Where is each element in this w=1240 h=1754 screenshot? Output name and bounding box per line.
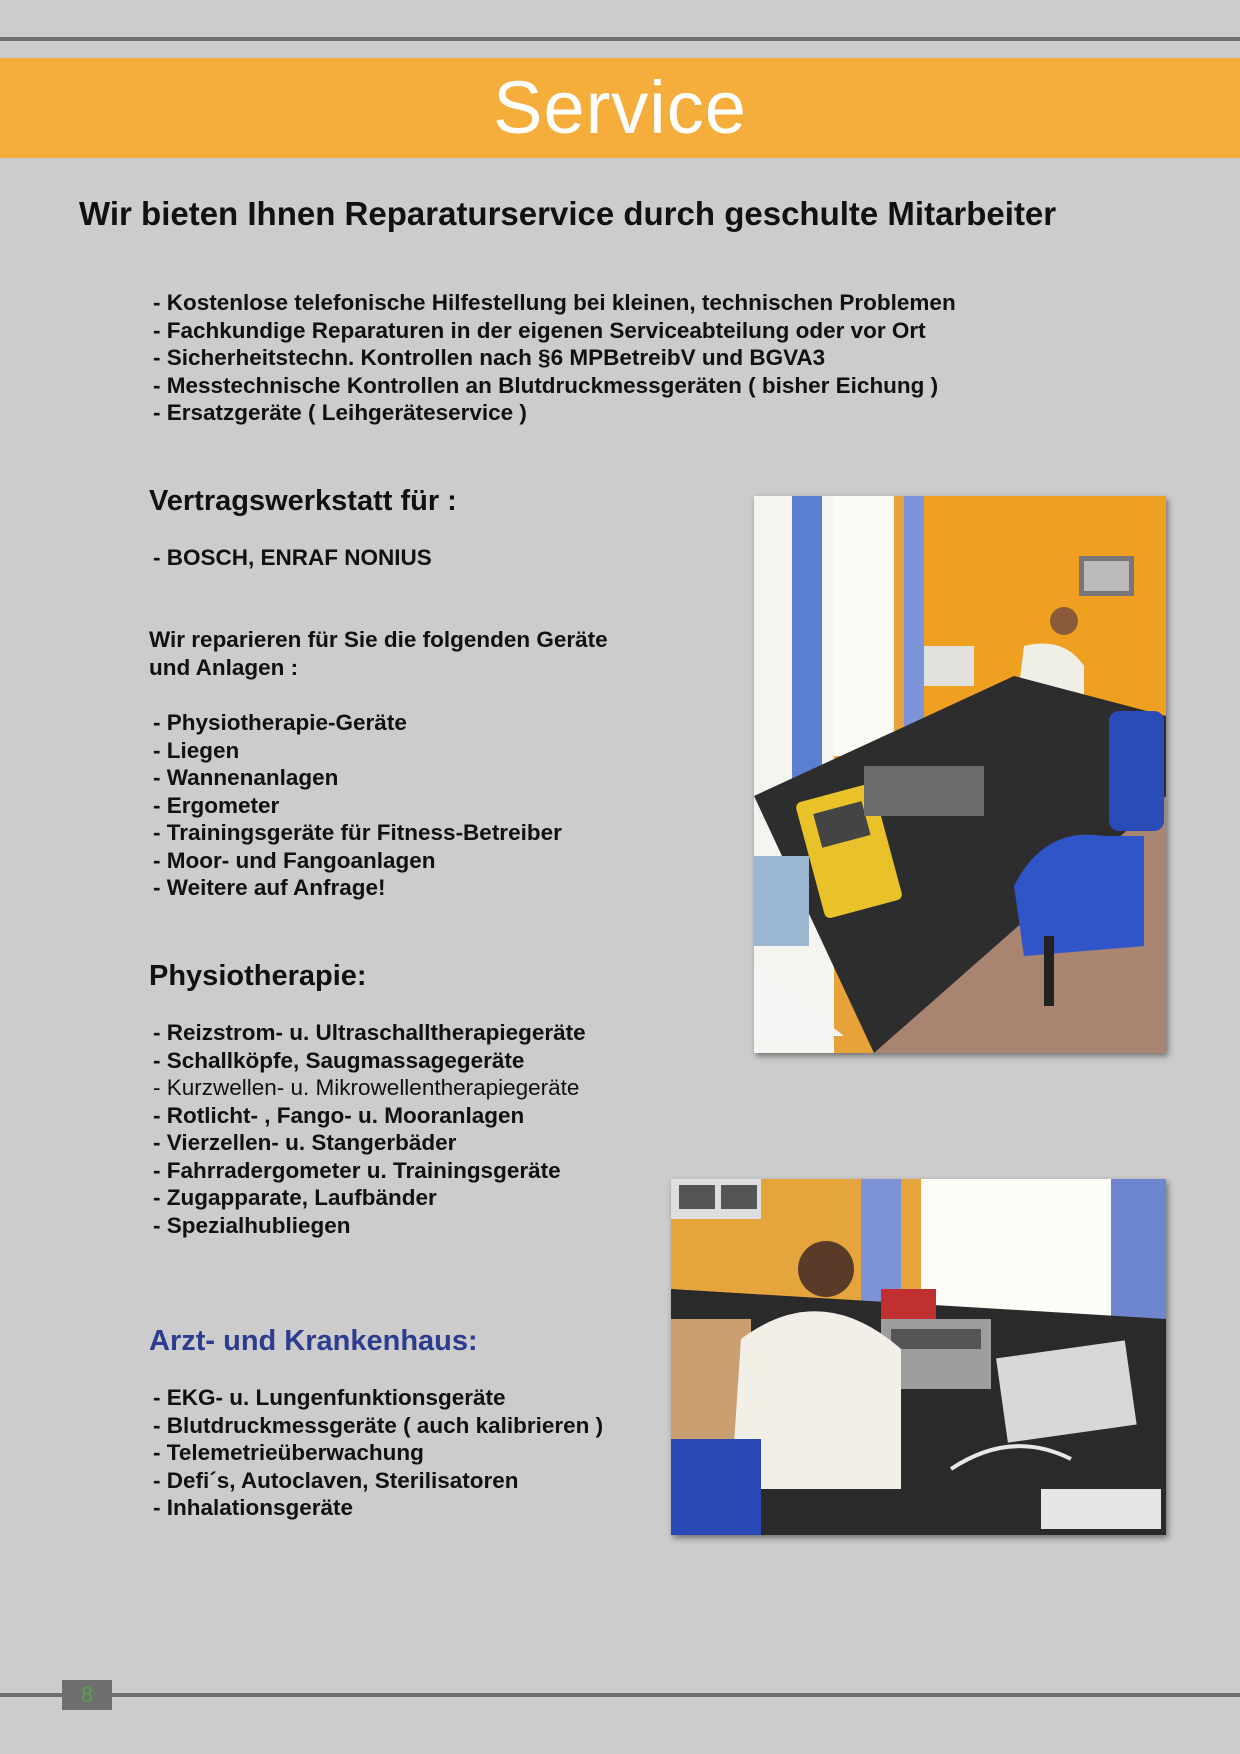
list-item: - EKG- u. Lungenfunktionsgeräte (153, 1385, 506, 1410)
services-list (153, 289, 956, 427)
list-item: - Fahrradergometer u. Trainingsgeräte (153, 1157, 561, 1183)
list-item: - Kurzwellen- u. Mikrowellentherapiegeräte (153, 1075, 580, 1100)
headline: Wir bieten Ihnen Reparaturservice durch geschulte Mitarbeiter (79, 195, 1057, 232)
repair-photo (671, 1179, 1166, 1535)
list-item: - Ergometer (153, 792, 280, 818)
list-item: - Fachkundige Reparaturen in der eigenen Serviceabteilung oder vor Ort (153, 317, 926, 343)
repair-intro-line-1: Wir reparieren für Sie die folgenden Geräte (149, 627, 608, 652)
list-item: - Rotlicht- , Fango- u. Mooranlagen (153, 1102, 525, 1128)
list-item: - Messtechnische Kontrollen an Blutdruckmessgeräten ( bisher Eichung ) (153, 372, 939, 398)
page-number: 8 (80, 1682, 94, 1707)
list-item: - Kostenlose telefonische Hilfestellung bei kleinen, technischen Problemen (153, 290, 956, 315)
list-item: - Liegen (153, 737, 240, 763)
list-item: - Wannenanlagen (153, 765, 339, 790)
list-item: - Trainingsgeräte für Fitness-Betreiber (153, 820, 562, 845)
hospital-heading: Arzt- und Krankenhaus: (149, 1325, 478, 1357)
contract-list (153, 544, 432, 572)
physio-list (153, 1019, 586, 1239)
list-item: - Vierzellen- u. Stangerbäder (153, 1130, 457, 1155)
list-item: - Schallköpfe, Saugmassagegeräte (153, 1047, 525, 1073)
page-title: Service (493, 66, 747, 149)
physio-heading: Physiotherapie: (149, 960, 367, 992)
title-banner (0, 58, 1240, 158)
list-item: - Ersatzgeräte ( Leihgeräteservice ) (153, 400, 527, 425)
list-item: - Zugapparate, Laufbänder (153, 1185, 437, 1210)
bottom-rule (0, 1693, 1240, 1697)
list-item: - Telemetrieüberwachung (153, 1440, 424, 1465)
list-item: - Reizstrom- u. Ultraschalltherapiegeräte (153, 1020, 586, 1045)
top-rule (0, 37, 1240, 41)
workshop-photo (754, 496, 1166, 1053)
hospital-list (153, 1384, 603, 1522)
repair-intro (149, 626, 669, 682)
repair-intro-line-2: und Anlagen : (149, 655, 299, 680)
list-item: - BOSCH, ENRAF NONIUS (153, 545, 432, 570)
list-item: - Blutdruckmessgeräte ( auch kalibrieren ) (153, 1412, 604, 1438)
list-item: - Weitere auf Anfrage! (153, 875, 386, 900)
list-item: - Defi´s, Autoclaven, Sterilisatoren (153, 1467, 519, 1493)
list-item: - Sicherheitstechn. Kontrollen nach §6 MPBetreibV und BGVA3 (153, 345, 826, 370)
list-item: - Spezialhubliegen (153, 1212, 351, 1238)
contract-heading: Vertragswerkstatt für : (149, 485, 457, 517)
list-item: - Moor- und Fangoanlagen (153, 847, 436, 873)
list-item: - Inhalationsgeräte (153, 1495, 354, 1520)
page-number-box (62, 1680, 112, 1710)
list-item: - Physiotherapie-Geräte (153, 710, 407, 735)
repair-list (153, 709, 562, 902)
